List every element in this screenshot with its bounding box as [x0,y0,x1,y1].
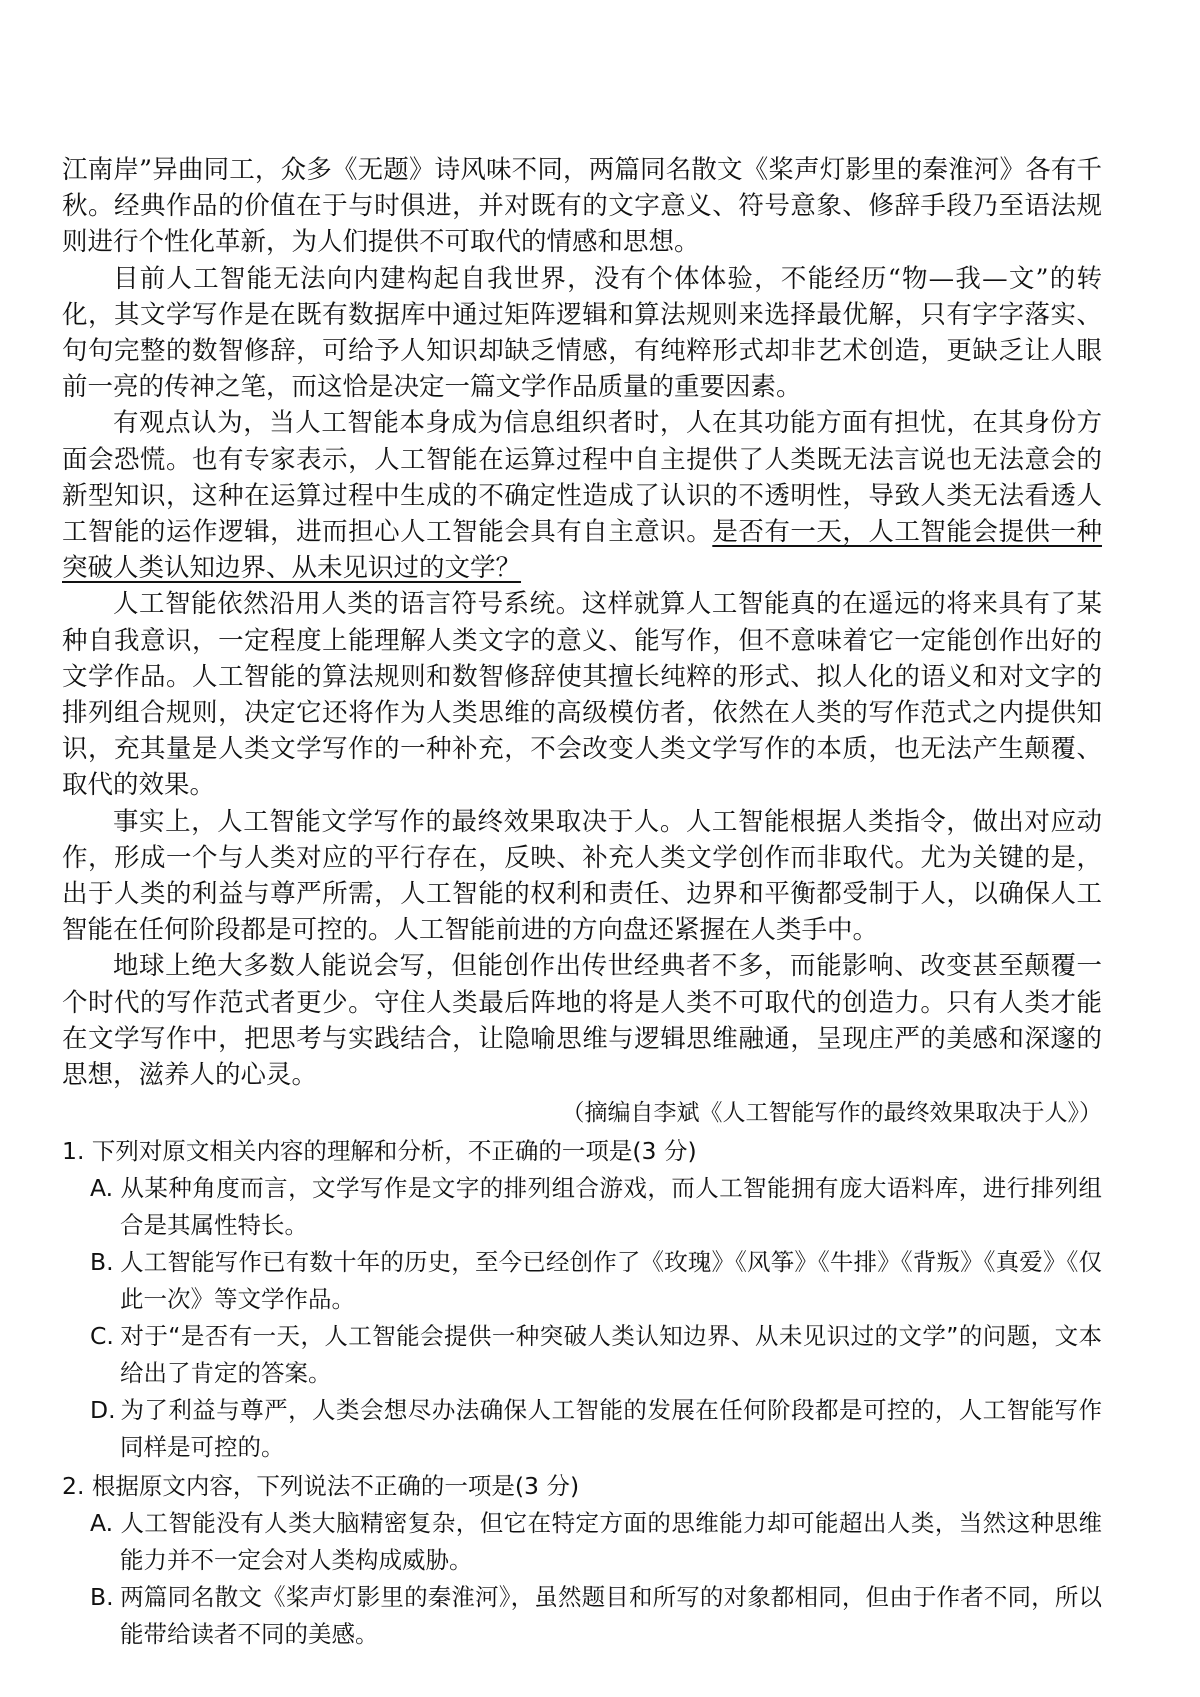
option-text: 对于“是否有一天，人工智能会提供一种突破人类认知边界、从未见识过的文学”的问题，文本给出了肯定的答案。 [120,1322,1102,1388]
option-c[interactable] [62,1318,1102,1392]
option-b[interactable] [62,1244,1102,1318]
underlined-sentence: 是否有一天，人工智能会提供一种突破人类认知边界、从未见识过的文学？ [62,517,1102,584]
option-letter: D. [90,1396,116,1425]
option-b[interactable] [62,1579,1102,1653]
option-text: 两篇同名散文《桨声灯影里的秦淮河》，虽然题目和所写的对象都相同，但由于作者不同，所以能带给读者不同的美感。 [120,1583,1102,1649]
question-stem: 2. 根据原文内容，下列说法不正确的一项是(3 分) [62,1472,580,1501]
question-2 [62,1468,1102,1653]
option-text: 人工智能没有人类大脑精密复杂，但它在特定方面的思维能力却可能超出人类，当然这种思维能力并不一定会对人类构成威胁。 [120,1509,1102,1575]
option-a[interactable] [62,1505,1102,1579]
option-text: 为了利益与尊严，人类会想尽办法确保人工智能的发展在任何阶段都是可控的，人工智能写作同样是可控的。 [120,1396,1102,1462]
question-stem: 1. 下列对原文相关内容的理解和分析，不正确的一项是(3 分) [62,1137,697,1166]
option-text: 从某种角度而言，文学写作是文字的排列组合游戏，而人工智能拥有庞大语料库，进行排列组合是其属性特长。 [120,1174,1102,1240]
passage-paragraph: 目前人工智能无法向内建构起自我世界，没有个体体验，不能经历“物—我—文”的转化，其文学写作是在既有数据库中通过矩阵逻辑和算法规则来选择最优解，只有字字落实、句句完整的数智修辞，可给予人知识却缺乏情感，有纯粹形式却非艺术创造，更缺乏让人眼前一亮的传神之笔，而这恰是决定一篇文学作品质量的重要因素。 [62,263,1102,403]
option-letter: B. [90,1248,114,1277]
passage-paragraph: 人工智能依然沿用人类的语言符号系统。这样就算人工智能真的在遥远的将来具有了某种自我意识，一定程度上能理解人类文字的意义、能写作，但不意味着它一定能创作出好的文学作品。人工智能的算法规则和数智修辞使其擅长纯粹的形式、拟人化的语义和对文字的排列组合规则，决定它还将作为人类思维的高级模仿者，依然在人类的写作范式之内提供知识，充其量是人类文学写作的一种补充，不会改变人类文学写作的本质，也无法产生颠覆、取代的效果。 [62,589,1102,801]
option-text: 人工智能写作已有数十年的历史，至今已经创作了《玫瑰》《风筝》《牛排》《背叛》《真爱》《仅此一次》等文学作品。 [120,1248,1102,1314]
passage-paragraph: 事实上，人工智能文学写作的最终效果取决于人。人工智能根据人类指令，做出对应动作，形成一个与人类对应的平行存在，反映、补充人类文学创作而非取代。尤为关键的是，出于人类的利益与尊严所需，人工智能的权利和责任、边界和平衡都受制于人，以确保人工智能在任何阶段都是可控的。人工智能前进的方向盘还紧握在人类手中。 [62,806,1102,946]
passage-paragraph [62,405,1102,586]
option-letter: A. [90,1509,114,1538]
option-d[interactable] [62,1392,1102,1466]
passage-source: （摘编自李斌《人工智能写作的最终效果取决于人》） [561,1100,1102,1127]
passage-text: 有观点认为，当人工智能本身成为信息组织者时，人在其功能方面有担忧，在其身份方面会恐慌。也有专家表示，人工智能在运算过程中自主提供了人类既无法言说也无法意会的新型知识，这种在运算过程中生成的不确定性造成了认识的不透明性，导致人类无法看透人工智能的运作逻辑，进而担心人工智能会具有自主意识。 [62,408,1102,548]
question-1 [62,1133,1102,1466]
option-letter: C. [90,1322,114,1351]
exam-page [62,152,1102,1653]
option-a[interactable] [62,1170,1102,1244]
passage-paragraph: 江南岸”异曲同工，众多《无题》诗风味不同，两篇同名散文《桨声灯影里的秦淮河》各有千秋。经典作品的价值在于与时俱进，并对既有的文字意义、符号意象、修辞手段乃至语法规则进行个性化革新，为人们提供不可取代的情感和思想。 [62,155,1102,258]
option-letter: A. [90,1174,114,1203]
option-letter: B. [90,1583,114,1612]
passage-paragraph: 地球上绝大多数人能说会写，但能创作出传世经典者不多，而能影响、改变甚至颠覆一个时代的写作范式者更少。守住人类最后阵地的将是人类不可取代的创造力。只有人类才能在文学写作中，把思考与实践结合，让隐喻思维与逻辑思维融通，呈现庄严的美感和深邃的思想，滋养人的心灵。 [62,951,1102,1091]
